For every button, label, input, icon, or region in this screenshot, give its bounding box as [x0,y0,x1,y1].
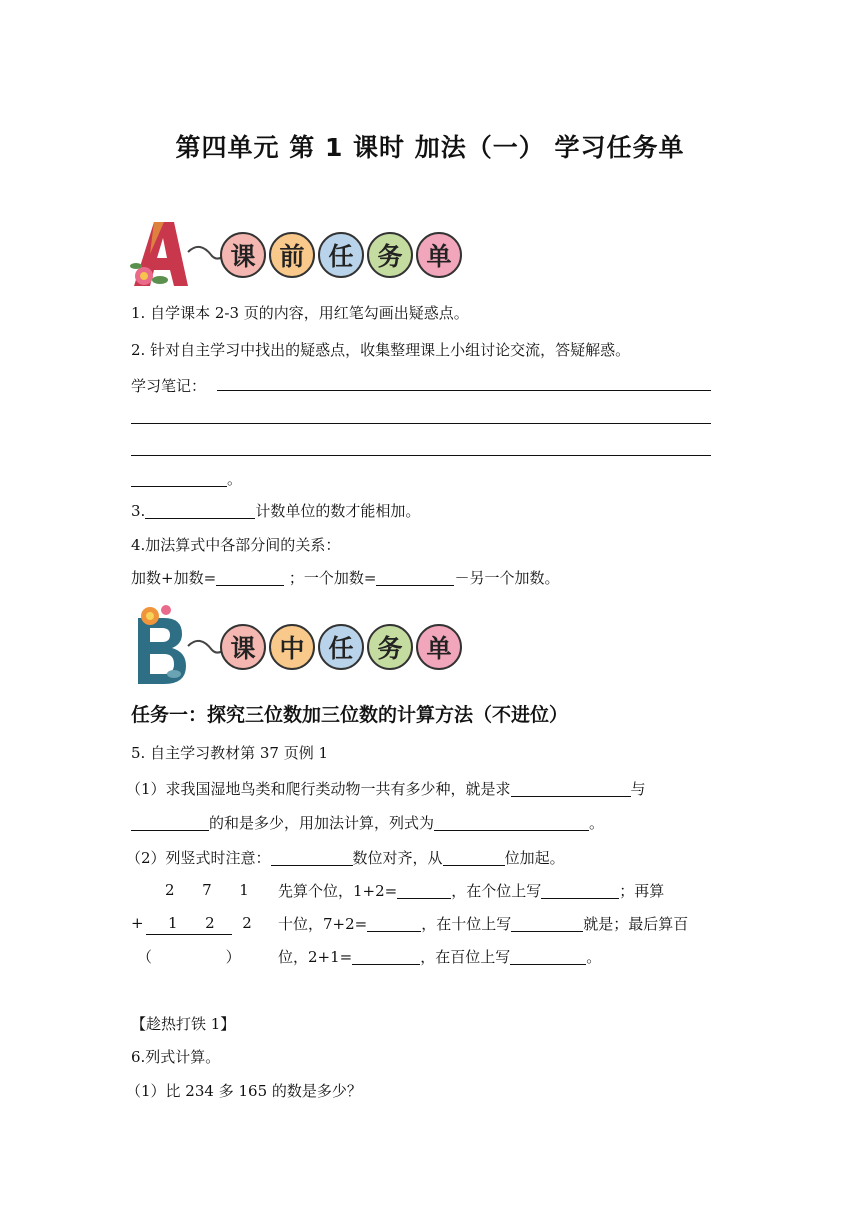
q2-part-2: 数位对齐，从 [352,849,443,867]
notes-last-line [131,468,242,490]
ones-write-blank[interactable] [541,882,619,899]
page-title: 第四单元 第 1 课时 加法（一） 学习任务单 [175,133,685,162]
pre-banner-circle-5: 单 [416,232,462,278]
q1-part-4: 。 [589,814,605,832]
vertical-plus-sign: + [131,914,144,932]
letter-a-icon [130,222,188,286]
q1-part-3: 的和是多少，用加法计算，列式为 [209,814,435,832]
vertical-digit-hundreds: 2 [165,881,175,899]
explain-2b: ，在十位上写 [421,915,512,933]
relation-blank-1[interactable] [216,569,284,586]
vertical-addend-tens: 2 [205,914,215,932]
task1-q2 [126,847,565,869]
vertical-row-2 [168,914,252,932]
vertical-result [137,946,241,967]
item3-blank[interactable] [145,502,255,519]
in-banner-circle-1: 课 [220,624,266,670]
relation-blank-2[interactable] [376,569,454,586]
vertical-addend-ones: 2 [242,914,252,932]
in-banner-circle-3: 任 [318,624,364,670]
pre-banner-circle-4: 务 [367,232,413,278]
notes-line-2 [131,423,711,424]
notes-blank-end[interactable] [131,470,227,487]
result-open-paren: （ [137,948,153,966]
vertical-sum-line [146,934,232,935]
practice-q1: （1）比 234 多 165 的数是多少？ [126,1082,362,1100]
relation-part-3: －另一个加数。 [454,569,560,587]
relation-part-1: 加数+加数= [131,569,217,587]
q1-part-1: （1）求我国湿地鸟类和爬行类动物一共有多少种，就是求 [126,780,511,798]
item3-prefix: 3. [131,502,146,520]
hundreds-write-blank[interactable] [510,948,586,965]
result-close-paren: ） [225,948,241,966]
explain-2c: 就是；最后算百 [583,915,689,933]
explain-3c: 。 [586,948,602,966]
vertical-digit-tens: 7 [202,881,212,899]
pre-item-3 [131,500,420,522]
notes-line-3 [131,455,711,456]
q1-blank-2[interactable] [131,814,209,831]
relation-line [131,567,560,589]
explain-3a: 位，2+1= [278,948,353,966]
notes-label: 学习笔记： [131,377,207,395]
explain-line-3 [278,946,601,968]
q2-blank-1[interactable] [271,849,353,866]
pre-class-banner [130,218,475,290]
in-class-banner-chars [220,624,462,674]
explain-3b: ，在百位上写 [420,948,511,966]
practice-item-6: 6.列式计算。 [131,1048,221,1066]
q2-part-3: 位加起。 [504,849,565,867]
pre-class-banner-chars [220,232,462,282]
explain-line-1 [278,880,664,902]
explain-1a: 先算个位，1+2= [278,882,398,900]
pre-item-2: 2. 针对自主学习中找出的疑惑点，收集整理课上小组讨论交流，答疑解惑。 [131,341,631,359]
explain-2a: 十位，7+2= [278,915,368,933]
q2-part-1: （2）列竖式时注意： [126,849,271,867]
relation-part-2: ；一个加数= [284,569,377,587]
pre-banner-circle-2: 前 [269,232,315,278]
in-banner-circle-5: 单 [416,624,462,670]
notes-end-mark: 。 [227,470,243,488]
tens-write-blank[interactable] [511,915,583,932]
q1-blank-3[interactable] [434,814,589,831]
ones-sum-blank[interactable] [397,882,451,899]
explain-1b: ，在个位上写 [451,882,542,900]
q2-blank-2[interactable] [443,849,505,866]
q1-blank-1[interactable] [511,780,631,797]
hundreds-sum-blank[interactable] [352,948,420,965]
task1-q1-line1 [126,778,646,800]
explain-line-2 [278,913,688,935]
notes-line-1 [217,390,711,391]
pre-item-1: 1. 自学课本 2-3 页的内容，用红笔勾画出疑惑点。 [131,304,469,322]
letter-b-icon [138,605,186,684]
task1-q1-line2 [131,812,604,834]
item3-suffix: 计数单位的数才能相加。 [255,502,421,520]
vertical-row-1 [165,881,249,899]
task1-heading: 任务一：探究三位数加三位数的计算方法（不进位） [131,704,569,726]
in-banner-circle-2: 中 [269,624,315,670]
vertical-addend-hundreds: 1 [168,914,178,932]
in-banner-circle-4: 务 [367,624,413,670]
pre-banner-circle-3: 任 [318,232,364,278]
vertical-digit-ones: 1 [239,881,249,899]
q1-part-2: 与 [630,780,646,798]
in-class-banner [130,604,475,686]
task1-item-5: 5. 自主学习教材第 37 页例 1 [131,744,329,762]
tens-sum-blank[interactable] [367,915,421,932]
explain-1c: ；再算 [619,882,665,900]
pre-item-4: 4.加法算式中各部分间的关系： [131,536,341,554]
practice-heading: 【趁热打铁 1】 [131,1015,236,1033]
pre-banner-circle-1: 课 [220,232,266,278]
